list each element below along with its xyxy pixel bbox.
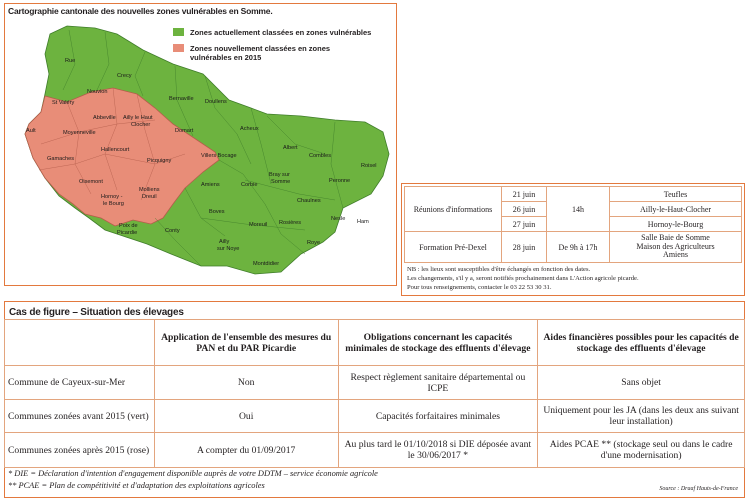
meeting-place: Hornoy-le-Bourg xyxy=(610,217,742,232)
formation-place-line: Maison des Agriculteurs xyxy=(636,241,715,251)
canton-label: Picardie xyxy=(117,230,138,236)
row-label: Communes zonées avant 2015 (vert) xyxy=(5,400,155,433)
canton-label: Montdidier xyxy=(253,261,280,267)
table-row xyxy=(405,187,742,202)
meeting-place: Teufles xyxy=(610,187,742,202)
canton-label: Combles xyxy=(309,153,332,159)
schedule-table xyxy=(404,186,742,263)
cell-obligations: Capacités forfaitaires minimales xyxy=(338,400,538,433)
canton-label: Boves xyxy=(209,209,225,215)
canton-label: Bray sur xyxy=(269,172,290,178)
legend-swatch-pink xyxy=(173,44,184,52)
canton-label: Dreuil xyxy=(142,194,157,200)
canton-label: Molliens xyxy=(139,187,160,193)
canton-label: Moreuil xyxy=(249,222,268,228)
cell-aides: Sans objet xyxy=(538,366,745,400)
footnote: ** PCAE = Plan de compétitivité et d'adaptation des exploitations agricoles xyxy=(8,481,265,490)
meeting-date: 21 juin xyxy=(502,187,547,202)
formation-place-line: Amiens xyxy=(663,250,688,260)
legend-swatch-green xyxy=(173,28,184,36)
footnote: * DIE = Déclaration d'intention d'engagement disponible auprès de votre DDTM – service économie agricole xyxy=(8,469,378,478)
canton-label: Roye xyxy=(307,240,321,246)
canton-label: Hallencourt xyxy=(101,147,130,153)
canton-label: Ailly xyxy=(219,239,230,245)
note-line: Pour tous renseignements, contacter le 03 22 53 30 31. xyxy=(407,284,552,292)
cell-pan: A compter du 01/09/2017 xyxy=(154,433,338,468)
canton-label: Rue xyxy=(65,58,76,64)
cell-obligations: Respect règlement sanitaire départemental ou ICPE xyxy=(338,366,538,400)
header-empty xyxy=(5,320,155,366)
canton-label: le Bourg xyxy=(103,201,124,207)
canton-label: Crecy xyxy=(117,73,132,79)
map-panel xyxy=(4,3,397,286)
map-legend xyxy=(173,28,371,69)
table-row xyxy=(405,232,742,263)
canton-label: Amiens xyxy=(201,182,220,188)
canton-label: Ham xyxy=(357,219,369,225)
cell-pan: Oui xyxy=(154,400,338,433)
canton-label: Acheux xyxy=(240,126,259,132)
situation-title: Cas de figure – Situation des élevages xyxy=(9,307,184,318)
canton-label: Ailly le Haut xyxy=(123,115,153,121)
canton-label: Nesle xyxy=(331,216,346,222)
legend-item-green xyxy=(173,28,371,37)
canton-label: Gamaches xyxy=(47,156,75,162)
canton-label: Oisemont xyxy=(79,179,103,185)
canton-label: Bernaville xyxy=(169,96,194,102)
formation-place xyxy=(610,232,742,263)
canton-label: Villers Bocage xyxy=(201,153,237,159)
formation-time: De 9h à 17h xyxy=(547,232,610,263)
cell-pan: Non xyxy=(154,366,338,400)
source-credit: Source : Draaf Hauts-de-France xyxy=(659,486,738,492)
canton-label: Conty xyxy=(165,228,180,234)
canton-label: Moyenneville xyxy=(63,130,96,136)
canton-label: Somme xyxy=(271,179,291,185)
meeting-place: Ailly-le-Haut-Clocher xyxy=(610,202,742,217)
note-line: Les changements, s'il y a, seront notifiés prochainement dans L'Action agricole picarde. xyxy=(407,275,639,283)
table-row xyxy=(5,400,745,433)
canton-label: Picquigny xyxy=(147,158,172,164)
cell-aides: Aides PCAE ** (stockage seul ou dans le cadre d'une modernisation) xyxy=(538,433,745,468)
header-obligations: Obligations concernant les capacités minimales de stockage des effluents d'élevage xyxy=(338,320,538,366)
formation-place-line: Salle Baie de Somme xyxy=(641,233,710,243)
canton-label: Clocher xyxy=(131,122,151,128)
canton-label: Poix de xyxy=(119,223,138,229)
header-pan: Application de l'ensemble des mesures du PAN et du PAR Picardie xyxy=(154,320,338,366)
canton-label: Rosières xyxy=(279,220,302,226)
canton-label: Chaulnes xyxy=(297,198,321,204)
canton-label: Albert xyxy=(283,145,298,151)
note-line: NB : les lieux sont susceptibles d'être échangés en fonction des dates. xyxy=(407,266,591,273)
situation-table xyxy=(4,319,745,468)
table-header-row xyxy=(5,320,745,366)
cell-aides: Uniquement pour les JA (dans les deux ans suivant leur installation) xyxy=(538,400,745,433)
canton-label: Corbie xyxy=(241,182,258,188)
canton-label: Doullens xyxy=(205,99,227,105)
table-row xyxy=(5,366,745,400)
map-title: Cartographie cantonale des nouvelles zones vulnérables en Somme. xyxy=(8,6,273,16)
canton-label: Hornoy - xyxy=(101,194,123,200)
canton-label: Roisel xyxy=(361,163,377,169)
canton-label: St Valéry xyxy=(52,100,75,106)
row-label: Commune de Cayeux-sur-Mer xyxy=(5,366,155,400)
situation-panel xyxy=(4,301,745,498)
meeting-date: 27 juin xyxy=(502,217,547,232)
meetings-label: Réunions d'informations xyxy=(405,187,502,232)
canton-label: Ault xyxy=(26,128,36,134)
meeting-date: 26 juin xyxy=(502,202,547,217)
schedule-notes xyxy=(407,265,639,293)
canton-label: sur Noye xyxy=(217,246,240,252)
legend-item-pink xyxy=(173,44,371,62)
cell-obligations: Au plus tard le 01/10/2018 si DIE déposée avant le 30/06/2017 * xyxy=(338,433,538,468)
footnotes xyxy=(8,468,378,492)
schedule-panel xyxy=(401,183,745,296)
formation-date: 28 juin xyxy=(502,232,547,263)
legend-label: Zones actuellement classées en zones vulnérables xyxy=(190,28,372,37)
canton-label: Nouvion xyxy=(87,89,108,95)
canton-label: Abbeville xyxy=(93,115,116,121)
row-label: Communes zonées après 2015 (rose) xyxy=(5,433,155,468)
canton-label: Peronne xyxy=(329,178,351,184)
header-aides: Aides financières possibles pour les capacités de stockage des effluents d'élevage xyxy=(538,320,745,366)
legend-label: Zones nouvellement classées en zones vulnérables en 2015 xyxy=(190,44,331,62)
canton-label: Domart xyxy=(175,128,194,134)
formation-label: Formation Pré-Dexel xyxy=(405,232,502,263)
table-row xyxy=(5,433,745,468)
meetings-time: 14h xyxy=(547,187,610,232)
